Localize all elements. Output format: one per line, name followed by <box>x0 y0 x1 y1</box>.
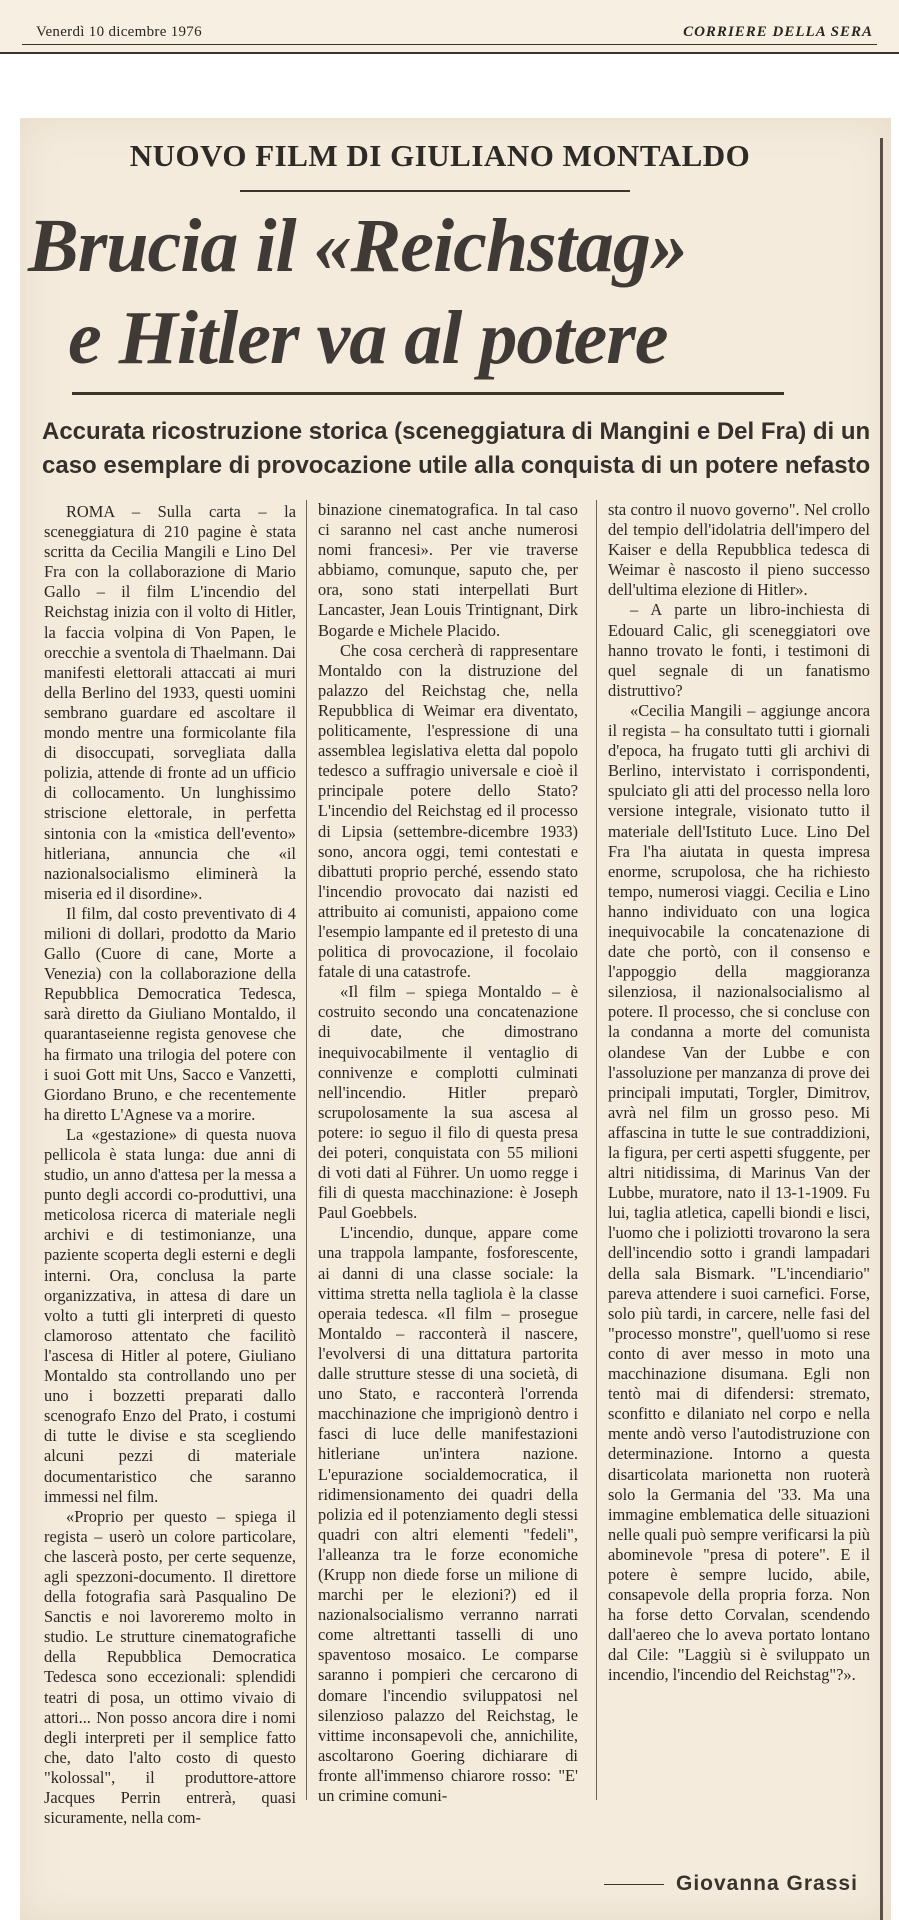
article-deck: Accurata ricostruzione storica (sceneggiatura di Mangini e Del Fra) di un caso esemplare di provocazione utile alla conquista di un potere nefasto <box>42 418 871 479</box>
paragraph: sta contro il nuovo governo". Nel crollo del tempio dell'idolatria dell'impero del Kaiser e della Repubblica tedesca di Weimar è nascosto il pieno successo dell'ultima elezione di Hitler». <box>608 500 870 600</box>
paragraph: La «gestazione» di questa nuova pellicola è stata lunga: due anni di studio, un anno d'attesa per la messa a punto degli accordi co-produttivi, una meticolosa ricerca di materiale negli archivi e di testimonianze, una paziente scoperta degli esterni e degli interni. Ora, conclusa la parte organizzativa, in attesa di dare un volto a tutti gli interpreti di questo clamoroso attentato che facilitò l'ascesa di Hitler al potere, Giuliano Montaldo sta controllando uno per uno i bozzetti preparati dallo scenografo Enzo del Prato, i costumi di tutte le divise e sta scegliendo alcuni pezzi di materiale documentaristico che saranno immessi nel film. <box>44 1124 296 1506</box>
dateline-bar <box>0 0 899 54</box>
article-column-2 <box>318 500 578 1806</box>
paragraph: L'incendio, dunque, appare come una trappola lampante, fosforescente, ai danni di una classe sociale: la vittima stretta nella tagliola è la classe operaia tedesca. «Il film – prosegue Montaldo – racconterà il nascere, l'evolversi di una dittatura partorita dalle strutture stesse di una società, di uno Stato, e racconterà l'orrenda macchinazione che imprigionò dentro i fasci di luce delle manifestazioni hitleriane un'intera nazione. L'epurazione socialdemocratica, il ridimensionamento dei quadri della polizia ed il potenziamento degli stessi quadri con altri elementi "fedeli", l'alleanza tra le forze economiche (Krupp non diede forse un milione di marchi per le elezioni?) ed il nazionalsocialismo verranno narrati come altrettanti tasselli di uno spaventoso mosaico. Le comparse saranno i pompieri che cercarono di domare l'incendio sviluppatosi nel silenzioso palazzo del Reichstag, le vittime inconsapevoli che, annichilite, ascoltarono Goering dichiarare di fronte all'immenso chiarore rosso: "E' un crimine comuni- <box>318 1223 578 1805</box>
headline-line-1: Brucia il «Reichstag» <box>28 204 687 288</box>
article-column-3 <box>608 500 870 1686</box>
clipping-edge <box>880 138 883 1920</box>
paragraph: «Il film – spiega Montaldo – è costruito secondo una concatenazione di date, che dimostrano inequivocabilmente il ventaglio di connivenze e complotti culminati nell'incendio. Hitler preparò scrupolosamente la sua ascesa al potere: io seguo il filo di questa presa dei poteri, conquistata con 55 milioni di voti dati al Führer. Un uomo regge i fili di questa macchinazione: è Joseph Paul Goebbels. <box>318 982 578 1223</box>
newspaper-name: CORRIERE DELLA SERA <box>683 24 873 40</box>
article-kicker: NUOVO FILM DI GIULIANO MONTALDO <box>129 138 751 173</box>
column-divider <box>306 500 307 1800</box>
byline-rule <box>604 1884 664 1885</box>
paragraph: «Proprio per questo – spiega il regista – userò un colore particolare, che lascerà posto, per certe sequenze, agli spezzoni-documento. Il direttore della fotografia sarà Pasqualino De Sanctis e noi lavoreremo molto in studio. Le strutture cinematografiche della Repubblica Democratica Tedesca sono eccezionali: splendidi teatri di posa, un ottimo vivaio di attori... Non posso ancora dire i nomi degli interpreti per il semplice fatto che, dato l'alto costo di questo "kolossal", il produttore-attore Jacques Perrin entrerà, quasi sicuramente, nella com- <box>44 1506 296 1828</box>
kicker-rule <box>240 190 630 192</box>
headline-rule <box>72 392 784 395</box>
article-headline <box>28 200 868 384</box>
paragraph: – A parte un libro-inchiesta di Edouard Calic, gli sceneggiatori ove hanno trovato le fonti, i testimoni di quel segnale di un fanatismo distruttivo? <box>608 600 870 700</box>
paragraph: Che cosa cercherà di rappresentare Montaldo con la distruzione del palazzo del Reichstag che, nella Repubblica di Weimar era diventato, politicamente, l'espressione di una assemblea legislativa eletta dal popolo tedesco a suffragio universale e cioè il principale potere dello Stato? L'incendio del Reichstag ed il processo di Lipsia (settembre-dicembre 1933) sono, ancora oggi, temi contestati e dibattuti proprio perché, essendo stato l'incendio provocato dai nazisti ed attribuito ai comunisti, appaiono come l'esempio lampante ed il pretesto di una politica di provocazione, il focolaio fatale di una catastrofe. <box>318 640 578 982</box>
publication-date: Venerdì 10 dicembre 1976 <box>36 24 202 40</box>
headline-line-2: e Hitler va al potere <box>68 296 668 380</box>
article-column-1 <box>44 502 296 1828</box>
paragraph: binazione cinematografica. In tal caso ci saranno nel cast anche numerosi nomi francesi». Per vie traverse abbiamo, comunque, saputo che, per ora, sono stati interpellati Burt Lancaster, Jean Louis Trintignant, Dirk Bogarde e Michele Placido. <box>318 500 578 640</box>
paragraph: Il film, dal costo preventivato di 4 milioni di dollari, prodotto da Mario Gallo (Cuore di cane, Morte a Venezia) con la collaborazione della Repubblica Democratica Tedesca, sarà diretto da Giuliano Montaldo, il quarantaseienne regista genovese che ha firmato una trilogia del potere con i suoi Gott mit Uns, Sacco e Vanzetti, Giordano Bruno, e che recentemente ha diretto L'Agnese va a morire. <box>44 903 296 1124</box>
paragraph: ROMA – Sulla carta – la sceneggiatura di 210 pagine è stata scritta da Cecilia Mangili e Lino Del Fra con la collaborazione di Mario Gallo – il film L'incendio del Reichstag inizia con il volto di Hitler, la faccia volpina di Von Papen, le orecchie a sventola di Thaelmann. Dai manifesti elettorali attaccati ai muri della Berlino del 1933, questi uomini sembrano guardare ed ascoltare il mondo mentre una formicolante fila di disoccupati, sorvegliata dalla polizia, attende di fronte ad un ufficio di collocamento. Un lunghissimo striscione elettorale, in perfetta sintonia con la «mistica dell'evento» hitleriana, annuncia che «il nazionalsocialismo eliminerà la miseria ed il disordine». <box>44 502 296 903</box>
article-byline: Giovanna Grassi <box>676 1872 858 1895</box>
column-divider <box>596 500 597 1800</box>
paragraph: «Cecilia Mangili – aggiunge ancora il regista – ha consultato tutti i giornali d'epoca, ha frugato tutti gli archivi di Berlino, intervistato i corrispondenti, spulciato gli atti del processo nella loro versione integrale, visionato tutto il materiale dell'Istituto Luce. Lino Del Fra l'ha aiutata in questa impresa enorme, scrupolosa, che ha richiesto tempo, numerosi viaggi. Cecilia e Lino hanno individuato con una logica inequivocabile la concatenazione di date che portò, con il consenso e l'appoggio della maggioranza silenziosa, il nazionalsocialismo al potere. Il processo, che si concluse con la condanna a morte del comunista olandese Van der Lubbe e con l'assoluzione per manzanza di prove dei principali imputati, Torgler, Dimitrov, avrà nel film un grosso peso. Mi affascina in tutte le sue contraddizioni, la figura, per certi aspetti sfuggente, per altri nitidissima, di Marinus Van der Lubbe, muratore, nato il 13-1-1909. Fu lui, taglia atletica, capelli biondi e lisci, l'uomo che i poliziotti trovarono la sera dell'incendio sotto i grandi lampadari della sala Bismark. "L'incendiario" pareva attendere i suoi carnefici. Forse, solo più tardi, in carcere, nelle fasi del "processo monstre", quell'uomo si rese conto di aver messo in moto una macchinazione disumana. Egli non tentò mai di difendersi: stremato, sconfitto e dilaniato nel corpo e nella mente andò verso l'autodistruzione con determinazione. Intorno a questa disarticolata marionetta non ruoterà solo la Germania del '33. Ma una immagine emblematica delle situazioni nelle quali può sempre verificarsi la più abominevole "presa di potere". E il potere è sempre lucido, abile, consapevole della propria forza. Non ha forse detto Corvalan, scendendo dall'aereo che lo aveva portato lontano dal Cile: "Laggiù si è sviluppato un incendio, l'incendio del Reichstag"?». <box>608 700 870 1685</box>
dateline-rule <box>22 22 877 45</box>
